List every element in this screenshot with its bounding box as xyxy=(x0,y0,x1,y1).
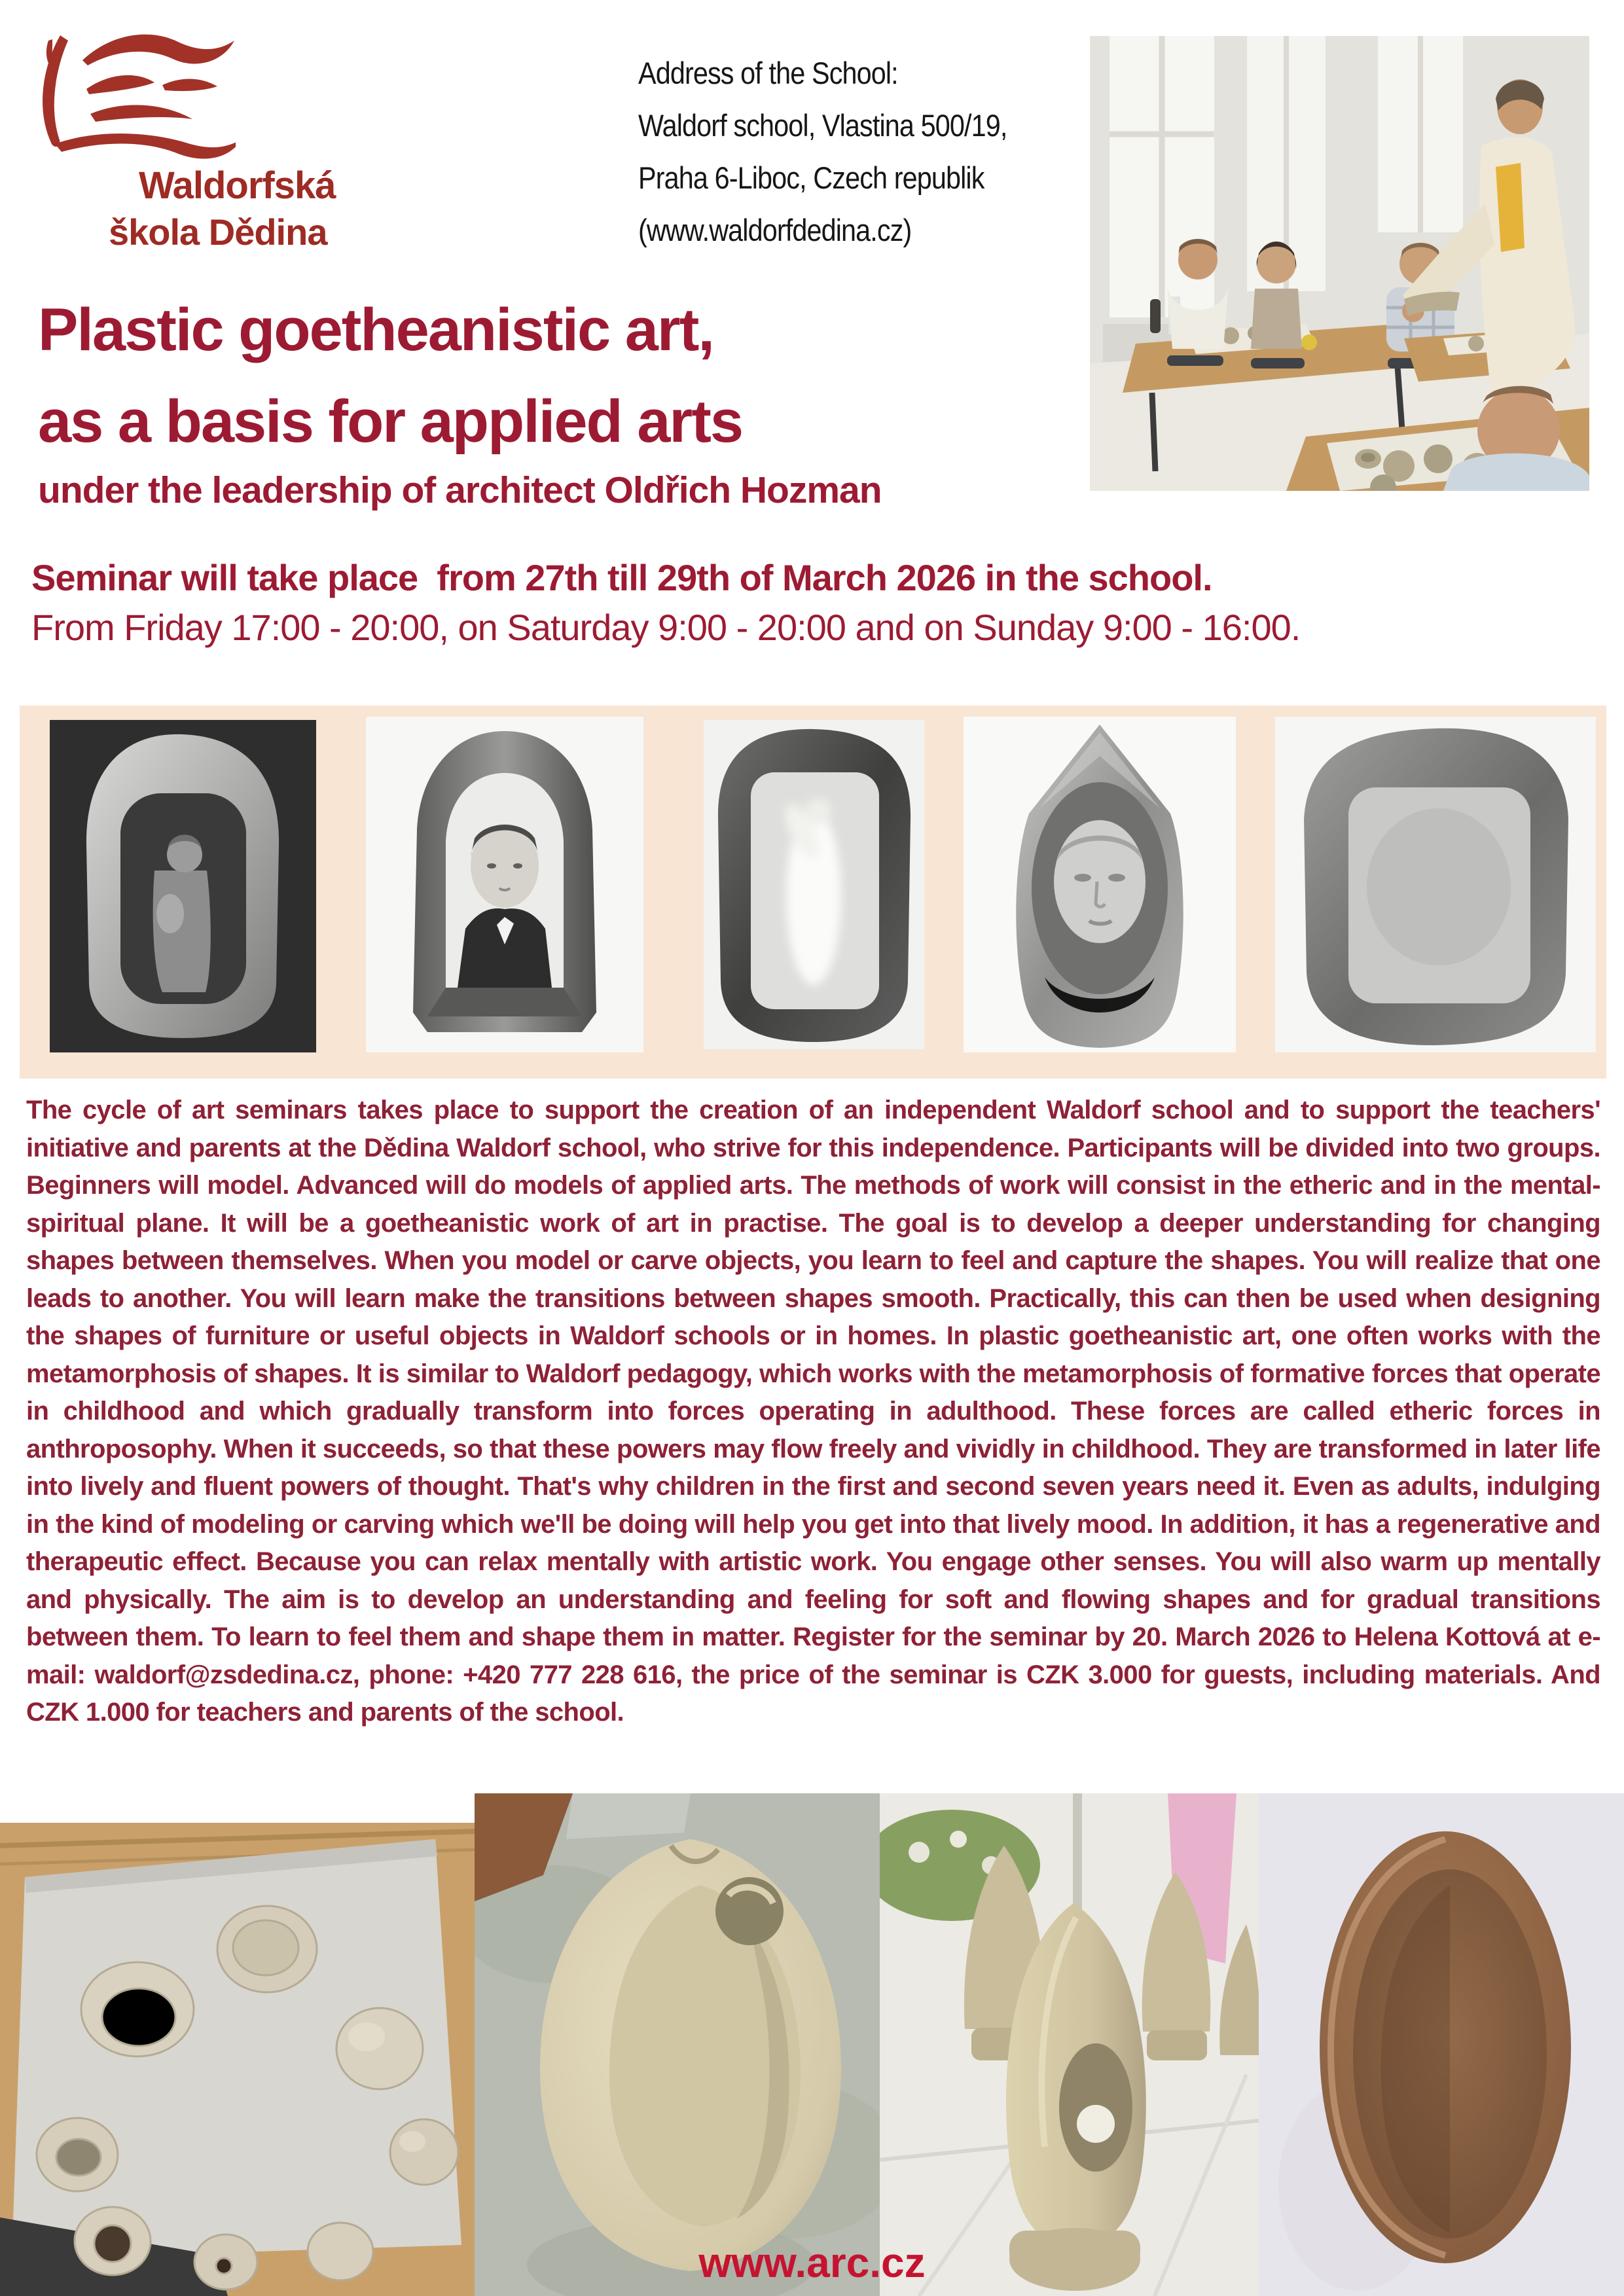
carved-hood-face-image xyxy=(964,717,1236,1052)
address-line: Praha 6-Liboc, Czech republik xyxy=(638,160,984,195)
clay-objects-circle-photo xyxy=(0,1793,475,2296)
clay-shell-form-photo xyxy=(475,1793,880,2296)
footer-website-url[interactable]: www.arc.cz xyxy=(698,2239,926,2286)
carved-hood-face-photo xyxy=(964,717,1236,1052)
carved-empty-frame-photo xyxy=(1275,717,1596,1052)
address-line: Address of the School: xyxy=(638,56,898,90)
carved-frame-madonna-photo xyxy=(50,720,316,1052)
school-address xyxy=(638,47,1076,257)
school-website-url[interactable]: (www.waldorfdedina.cz) xyxy=(638,213,912,247)
clay-objects-circle-image xyxy=(0,1793,475,2296)
brown-clay-dish-image xyxy=(1259,1793,1624,2296)
clay-shell-form-image xyxy=(475,1793,880,2296)
address-line: Waldorf school, Vlastina 500/19, xyxy=(638,108,1007,143)
carved-frame-portrait-photo xyxy=(366,717,643,1052)
page-subtitle: under the leadership of architect Oldřich Hozman xyxy=(38,469,882,511)
clay-sculptures-group-image xyxy=(880,1793,1259,2296)
carved-frame-white-figure-photo xyxy=(704,720,924,1049)
carved-frame-portrait-image xyxy=(366,717,643,1052)
seminar-hours-line: From Friday 17:00 - 20:00, on Saturday 9:00 - 20:00 and on Sunday 9:00 - 16:00. xyxy=(31,607,1301,648)
carved-empty-frame-image xyxy=(1275,717,1596,1052)
clay-sculptures-group-photo xyxy=(880,1793,1259,2296)
clay-work-photo-strip xyxy=(0,1793,1624,2296)
brown-clay-dish-photo xyxy=(1259,1793,1624,2296)
seminar-date-line: Seminar will take place from 27th till 29th of March 2026 in the school. xyxy=(31,557,1212,598)
workshop-classroom-photo xyxy=(1090,36,1589,491)
workshop-classroom-photo-image xyxy=(1090,36,1589,491)
carved-frame-madonna-image xyxy=(50,720,316,1052)
logo-text-line2: škola Dědina xyxy=(109,211,327,253)
sculpture-photo-band xyxy=(20,706,1606,1079)
carved-frame-white-figure-image xyxy=(704,720,924,1049)
page-title-line1: Plastic goetheanistic art, xyxy=(38,296,713,363)
page-title-line2: as a basis for applied arts xyxy=(38,388,743,455)
logo-text-line1: Waldorfská xyxy=(139,164,336,207)
seminar-description-paragraph: The cycle of art seminars takes place to support the creation of an independent Waldorf school and to support the teachers' initiative and parents at the Dědina Waldorf school, who strive for this independence. Participants will be divided into two groups. Beginners will model. Advanced will do models of applied arts. The methods of work will consist in the etheric and in the mental-spiritual plane. It will be a goetheanistic work of art in practise. The goal is to develop a deeper understanding for changing shapes between themselves. When you model or carve objects, you learn to feel and capture the shapes. You will realize that one leads to another. You will learn make the transitions between shapes smooth. Practically, this can then be used when designing the shapes of furniture or useful objects in Waldorf schools or in homes. In plastic goetheanistic art, one often works with the metamorphosis of shapes. It is similar to Waldorf pedagogy, which works with the metamorphosis of formative forces that operate in childhood and which gradually transform into forces operating in adulthood. These forces are called etheric forces in anthroposophy. When it succeeds, so that these powers may flow freely and vividly in childhood. They are transformed in later life into lively and fluent powers of thought. That's why children in the first and second seven years need it. Even as adults, indulging in the kind of modeling or carving which we'll be doing will help you get into that lively mood. In addition, it has a regenerative and therapeutic effect. Because you can relax mentally with artistic work. You engage other senses. You will also warm up mentally and physically. The aim is to develop an understanding and feeling for soft and flowing shapes and for gradual transitions between them. To learn to feel them and shape them in matter. Register for the seminar by 20. March 2026 to Helena Kottová at e-mail: waldorf@zsdedina.cz, phone: +420 777 228 616, the price of the seminar is CZK 3.000 for guests, including materials. And CZK 1.000 for teachers and parents of the school. xyxy=(26,1096,1600,1727)
